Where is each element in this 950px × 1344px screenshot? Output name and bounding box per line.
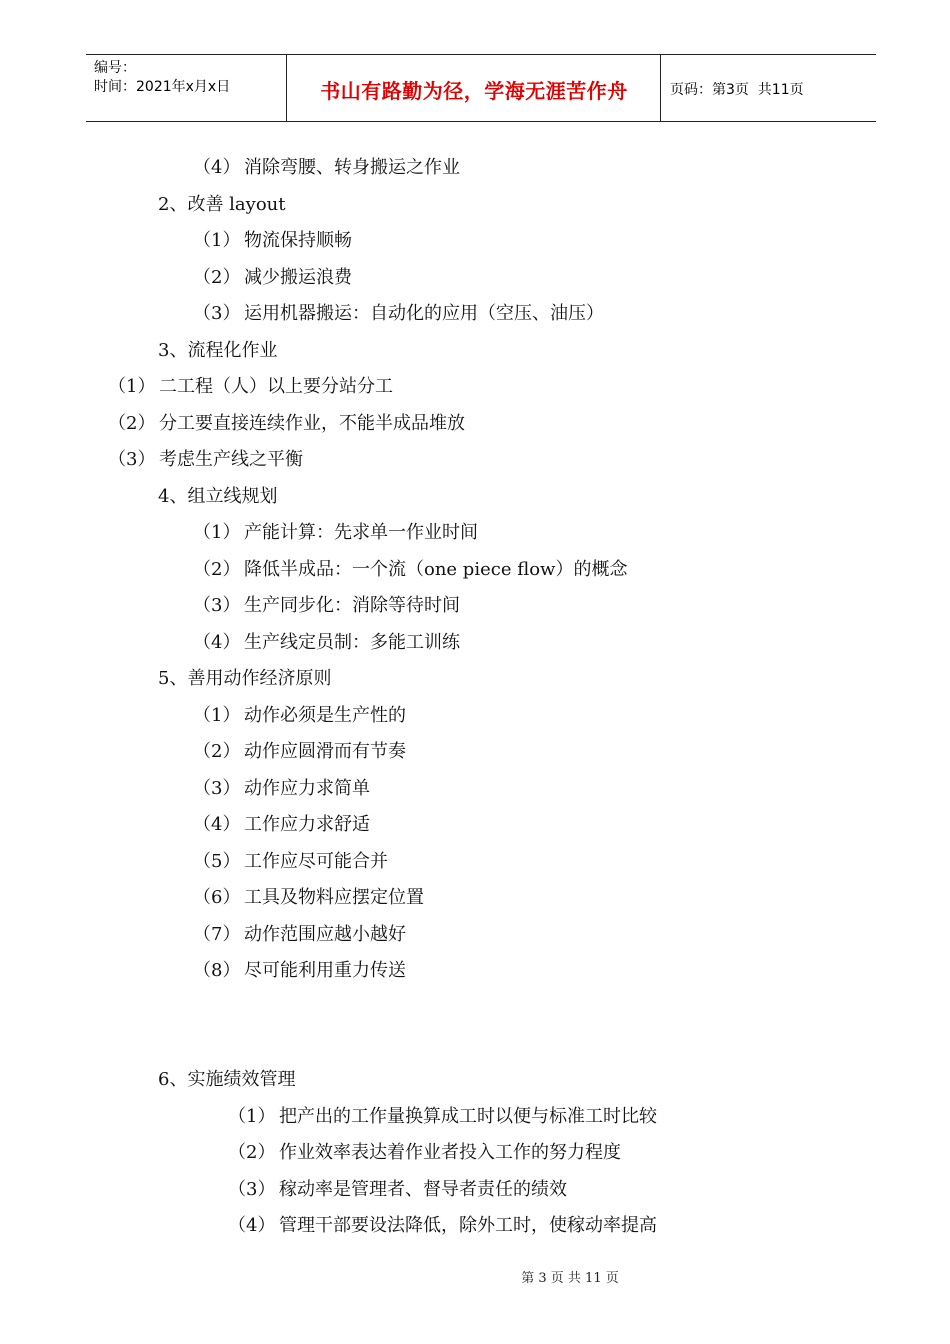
item-text: 工作应尽可能合并	[244, 851, 388, 872]
section-heading	[158, 193, 286, 217]
item-number: （8）	[193, 960, 241, 981]
item-text: 动作应圆滑而有节奏	[244, 741, 406, 762]
list-item	[193, 229, 352, 253]
item-text: 动作必须是生产性的	[244, 705, 406, 726]
list-item	[108, 412, 465, 436]
item-text: 物流保持顺畅	[244, 230, 352, 251]
list-item	[193, 266, 352, 290]
list-item	[108, 375, 393, 399]
item-text: 二工程（人）以上要分站分工	[159, 376, 393, 397]
list-item	[193, 740, 406, 764]
item-number: （5）	[193, 851, 241, 872]
item-text: 作业效率表达着作业者投入工作的努力程度	[279, 1142, 621, 1163]
document-header	[86, 54, 876, 122]
item-text: 分工要直接连续作业，不能半成品堆放	[159, 413, 465, 434]
item-text: 生产线定员制：多能工训练	[244, 632, 460, 653]
item-number: （3）	[193, 303, 241, 324]
item-number: （4）	[228, 1215, 276, 1236]
item-text: 动作应力求简单	[244, 778, 370, 799]
heading-text: 5、善用动作经济原则	[158, 668, 332, 689]
section-heading	[158, 1068, 295, 1092]
serial-number-label: 编号：	[94, 60, 136, 76]
item-text: 尽可能利用重力传送	[244, 960, 406, 981]
item-number: （2）	[228, 1142, 276, 1163]
list-item	[193, 813, 370, 837]
item-number: （4）	[193, 814, 241, 835]
item-text: 工作应力求舒适	[244, 814, 370, 835]
section-heading	[158, 339, 277, 363]
item-number: （1）	[193, 705, 241, 726]
date-label: 时间：2021年x月x日	[94, 79, 231, 95]
item-text: 降低半成品：一个流（one piece flow）的概念	[244, 559, 628, 580]
footer-page-number: 第 3 页 共 11 页	[521, 1271, 619, 1286]
item-number: （7）	[193, 924, 241, 945]
list-item	[228, 1214, 657, 1238]
item-text: 产能计算：先求单一作业时间	[244, 522, 478, 543]
heading-text: 3、流程化作业	[158, 340, 278, 361]
item-number: （2）	[193, 267, 241, 288]
heading-text: 4、组立线规划	[158, 486, 278, 507]
heading-text: 6、实施绩效管理	[158, 1069, 296, 1090]
item-text: 运用机器搬运：自动化的应用（空压、油压）	[244, 303, 604, 324]
list-item	[193, 704, 406, 728]
header-info	[94, 59, 230, 97]
section-heading	[158, 667, 331, 691]
item-number: （4）	[193, 632, 241, 653]
list-item	[193, 156, 460, 180]
item-text: 减少搬运浪费	[244, 267, 352, 288]
item-number: （3）	[108, 449, 156, 470]
list-item	[193, 302, 604, 326]
list-item	[193, 558, 627, 582]
header-page-number: 页码：第3页 共11页	[670, 82, 804, 98]
list-item	[193, 959, 406, 983]
item-number: （1）	[108, 376, 156, 397]
section-heading	[158, 485, 277, 509]
item-text: 生产同步化：消除等待时间	[244, 595, 460, 616]
item-number: （6）	[193, 887, 241, 908]
item-number: （1）	[193, 522, 241, 543]
list-item	[228, 1105, 657, 1129]
list-item	[228, 1141, 621, 1165]
header-motto: 书山有路勤为径，学海无涯苦作舟	[320, 79, 628, 103]
list-item	[193, 777, 370, 801]
item-number: （2）	[193, 559, 241, 580]
list-item	[193, 521, 478, 545]
item-number: （3）	[193, 778, 241, 799]
header-divider-right	[660, 55, 661, 121]
list-item	[108, 448, 303, 472]
list-item	[193, 631, 460, 655]
item-number: （3）	[193, 595, 241, 616]
item-number: （3）	[228, 1179, 276, 1200]
header-divider-left	[286, 55, 287, 121]
item-number: （1）	[228, 1106, 276, 1127]
list-item	[193, 923, 406, 947]
item-text: 消除弯腰、转身搬运之作业	[244, 157, 460, 178]
item-number: （1）	[193, 230, 241, 251]
list-item	[193, 850, 388, 874]
list-item	[193, 886, 424, 910]
item-number: （2）	[108, 413, 156, 434]
page-footer	[0, 1267, 950, 1286]
list-item	[193, 594, 460, 618]
list-item	[228, 1178, 567, 1202]
item-text: 稼动率是管理者、督导者责任的绩效	[279, 1179, 567, 1200]
heading-text: 2、改善 layout	[158, 194, 286, 215]
item-text: 动作范围应越小越好	[244, 924, 406, 945]
item-number: （4）	[193, 157, 241, 178]
item-text: 考虑生产线之平衡	[159, 449, 303, 470]
item-text: 把产出的工作量换算成工时以便与标准工时比较	[279, 1106, 657, 1127]
item-text: 管理干部要设法降低，除外工时，使稼动率提高	[279, 1215, 657, 1236]
item-number: （2）	[193, 741, 241, 762]
item-text: 工具及物料应摆定位置	[244, 887, 424, 908]
